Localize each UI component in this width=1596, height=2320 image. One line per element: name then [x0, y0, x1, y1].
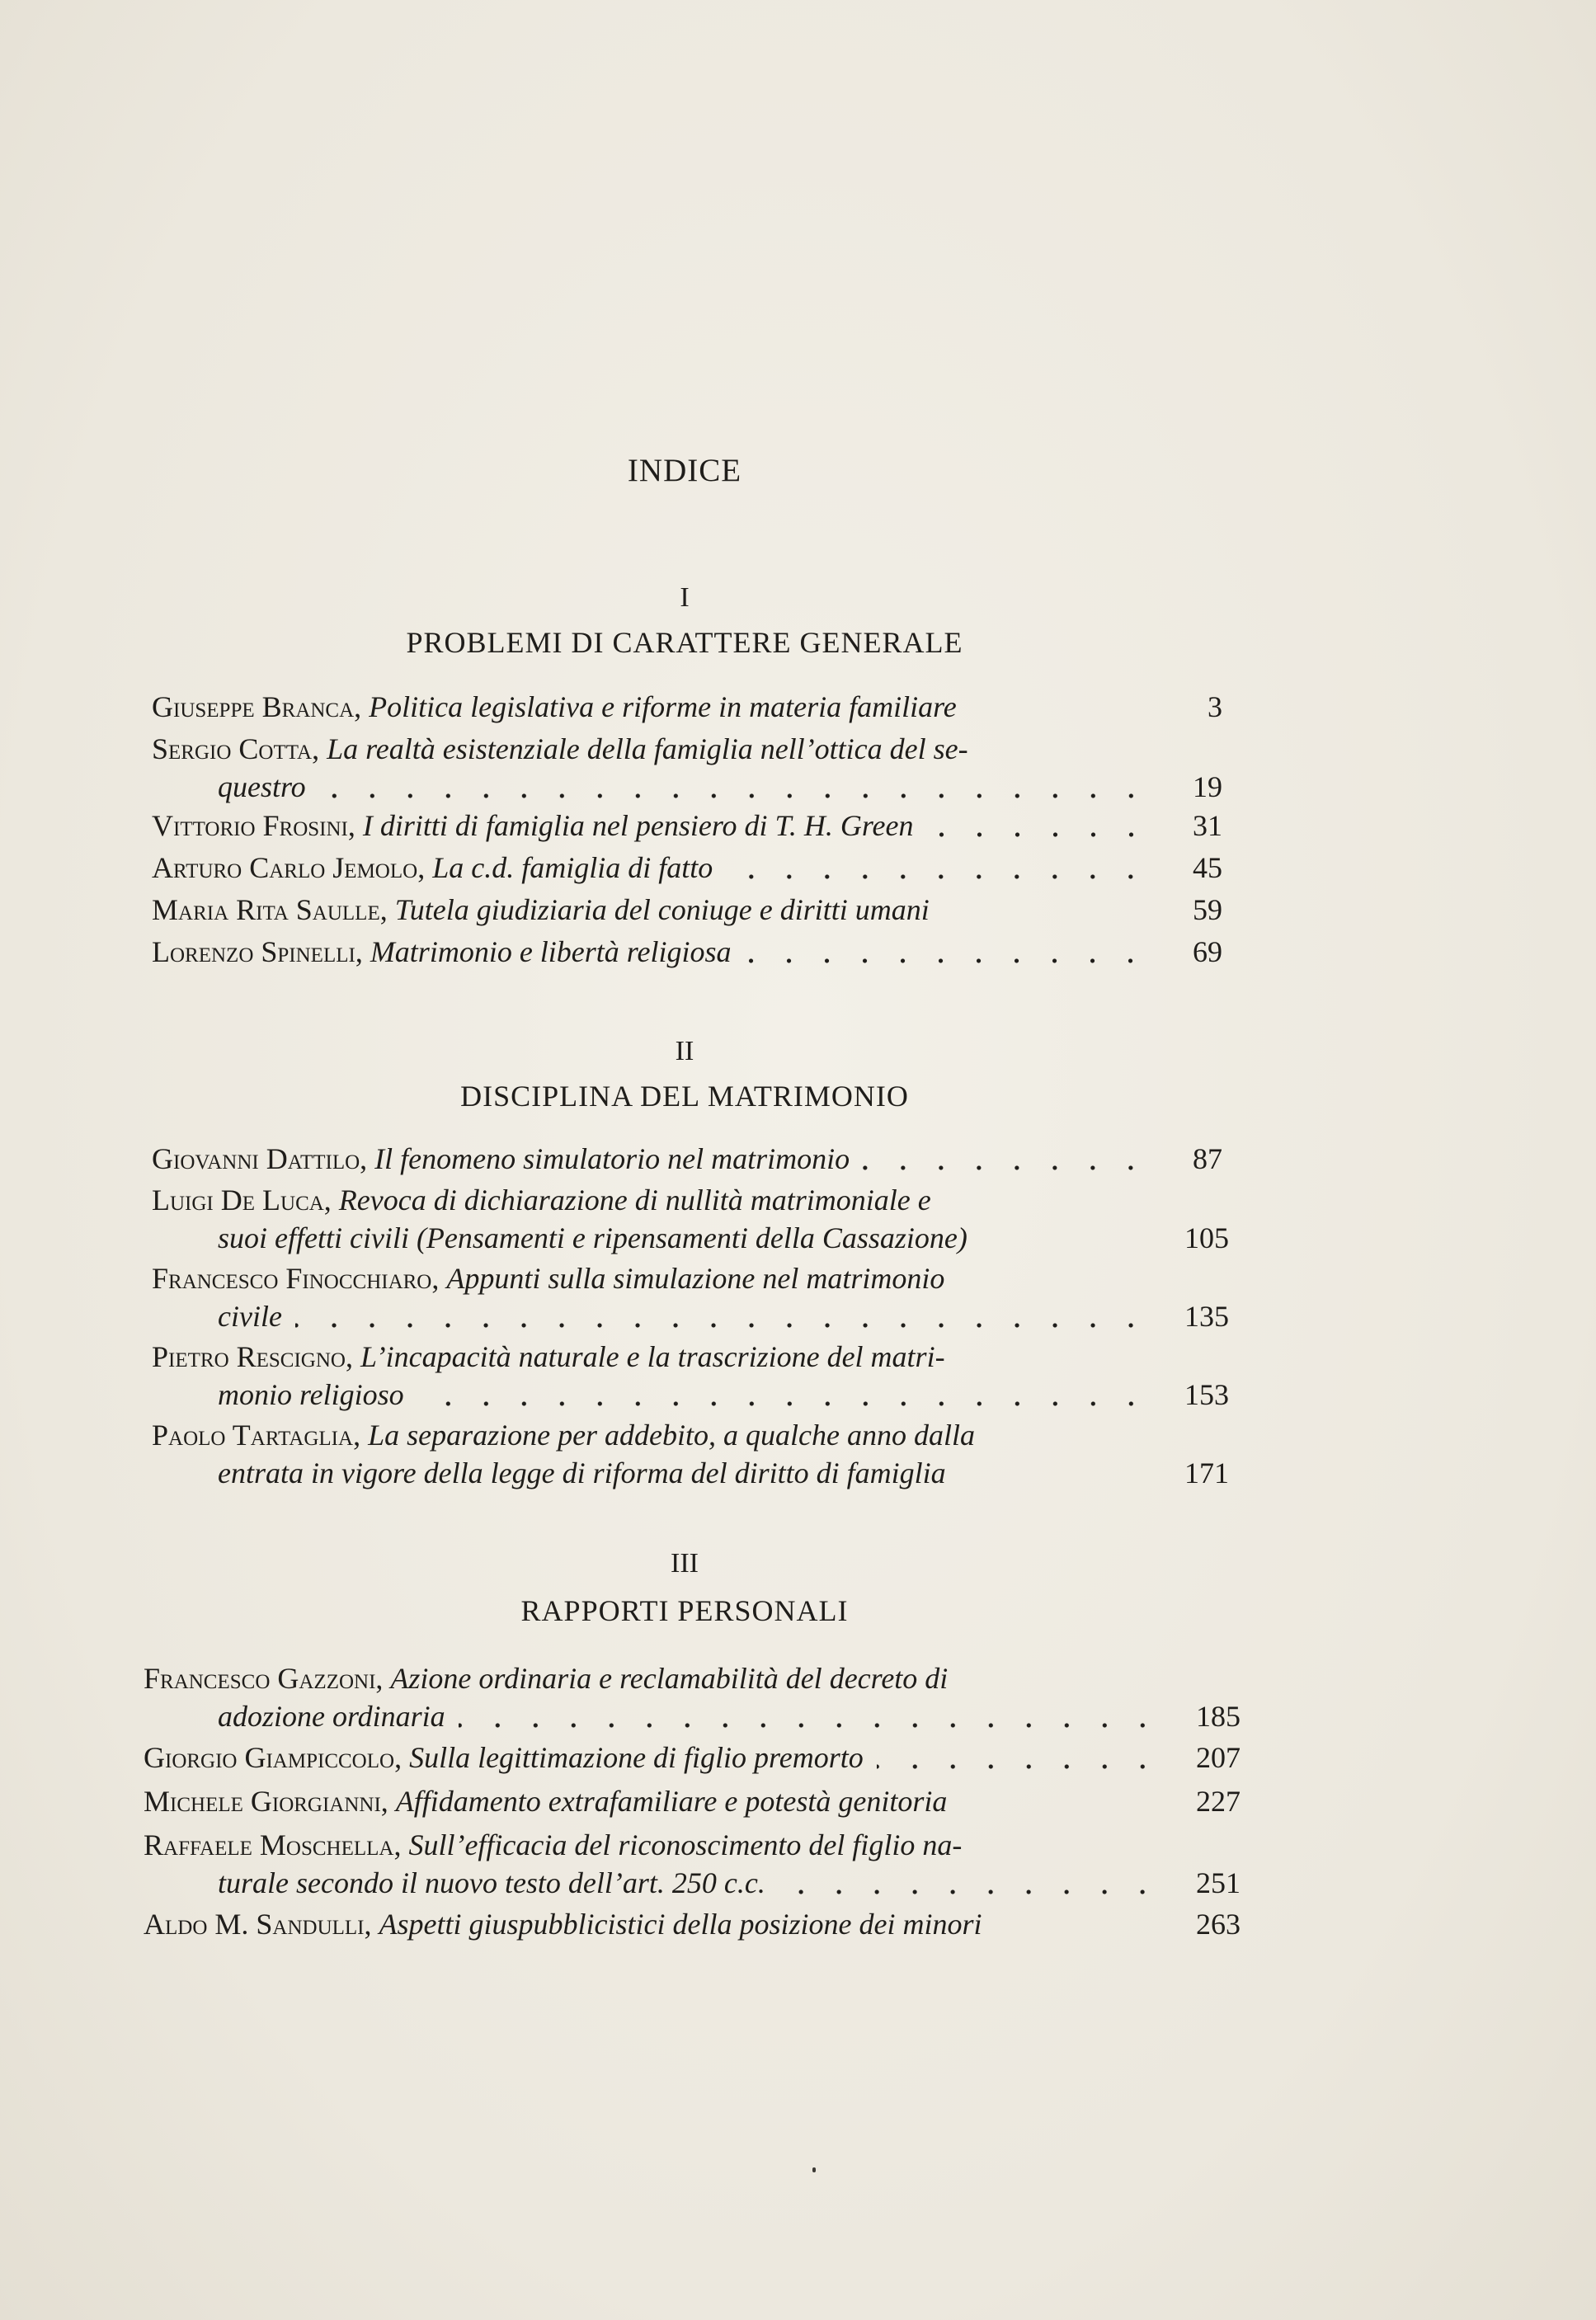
- toc-entry[interactable]: Pietro Rescigno , L’incapacità naturale e la trascrizione del matri- monio religioso 153: [152, 1338, 1229, 1414]
- entry-title: Il fenomeno simulatorio nel matrimonio: [374, 1142, 850, 1175]
- dot-leader: [726, 873, 1150, 880]
- entry-page: 87: [1193, 1142, 1222, 1175]
- dot-leader: [927, 831, 1150, 838]
- entry-title: L’incapacità naturale e la trascrizione del matri-: [360, 1340, 945, 1373]
- toc-entry[interactable]: Giorgio Giampiccolo , Sulla legittimazione di figlio premorto 207: [144, 1739, 1241, 1776]
- toc-entry[interactable]: Aldo M. Sandulli , Aspetti giuspubblicistici della posizione dei minori 263: [144, 1905, 1241, 1943]
- dot-leader: [779, 1889, 1161, 1895]
- toc-entry[interactable]: Francesco Finocchiaro , Appunti sulla simulazione nel matrimonio civile 135: [152, 1259, 1229, 1335]
- entry-title: Politica legislativa e riforme in materia familiare: [369, 690, 957, 723]
- entry-page: 251: [1196, 1866, 1241, 1899]
- entry-page: 207: [1196, 1741, 1241, 1774]
- entry-title: I diritti di famiglia nel pensiero di T. H. Green: [362, 809, 914, 842]
- toc-entry[interactable]: Giuseppe Branca , Politica legislativa e riforme in materia familiare 3: [152, 688, 1222, 726]
- entry-page: 3: [1208, 690, 1222, 723]
- entry-author: Francesco Finocchiaro: [152, 1262, 432, 1295]
- entry-title: Affidamento extrafamiliare e potestà genitoria: [395, 1785, 948, 1818]
- toc-entry[interactable]: Giovanni Dattilo , Il fenomeno simulatorio nel matrimonio 87: [152, 1140, 1222, 1178]
- entry-author: Michele Giorgianni: [144, 1785, 381, 1818]
- dot-leader: [319, 793, 1150, 799]
- toc-entry[interactable]: Paolo Tartaglia , La separazione per addebito, a qualche anno dalla entrata in vigore della legge di riforma del diritto di famiglia 171: [152, 1416, 1229, 1492]
- section-number: III: [671, 1548, 699, 1579]
- toc-entry[interactable]: Michele Giorgianni , Affidamento extrafamiliare e potestà genitoria 227: [144, 1782, 1241, 1820]
- entry-author: Lorenzo Spinelli: [152, 935, 355, 968]
- entry-author: Vittorio Frosini: [152, 809, 348, 842]
- entry-author: Aldo M. Sandulli: [144, 1908, 365, 1941]
- toc-entry[interactable]: Raffaele Moschella , Sull’efficacia del riconoscimento del figlio na- turale secondo il nuovo testo dell’art. 250 c.c. 251: [144, 1826, 1241, 1902]
- section-title: RAPPORTI PERSONALI: [520, 1594, 849, 1627]
- entry-title-continued: monio religioso: [218, 1378, 404, 1411]
- entry-title: La separazione per addebito, a qualche anno dalla: [368, 1419, 976, 1452]
- entry-title-continued: entrata in vigore della legge di riforma del diritto di famiglia: [218, 1456, 946, 1489]
- entry-page: 19: [1193, 770, 1222, 803]
- section-number: II: [675, 1036, 694, 1066]
- entry-title: Azione ordinaria e reclamabilità del decreto di: [390, 1662, 949, 1695]
- entry-page: 31: [1193, 809, 1222, 842]
- section-number: I: [680, 582, 690, 613]
- toc-entry[interactable]: Francesco Gazzoni , Azione ordinaria e reclamabilità del decreto di adozione ordinaria 185: [144, 1659, 1241, 1735]
- entry-author: Giorgio Giampiccolo: [144, 1741, 395, 1774]
- entry-author: Maria Rita Saulle: [152, 893, 380, 926]
- entry-author: Giovanni Dattilo: [152, 1142, 360, 1175]
- entry-author: Luigi De Luca: [152, 1184, 324, 1216]
- entry-author: Francesco Gazzoni: [144, 1662, 376, 1695]
- page-title: INDICE: [627, 453, 742, 488]
- toc-entry[interactable]: Arturo Carlo Jemolo , La c.d. famiglia di fatto 45: [152, 849, 1222, 887]
- entry-page: 185: [1196, 1700, 1241, 1733]
- entry-page: 153: [1184, 1378, 1229, 1411]
- dot-leader: [417, 1400, 1150, 1407]
- toc-entry[interactable]: Lorenzo Spinelli , Matrimonio e libertà religiosa 69: [152, 933, 1222, 971]
- entry-title-continued: civile: [218, 1300, 282, 1333]
- entry-page: 45: [1193, 851, 1222, 884]
- entry-page: 135: [1184, 1300, 1229, 1333]
- entry-title: Sull’efficacia del riconoscimento del figlio na-: [408, 1828, 963, 1861]
- toc-entry[interactable]: Maria Rita Saulle , Tutela giudiziaria del coniuge e diritti umani 59: [152, 891, 1222, 929]
- dot-leader: [877, 1763, 1161, 1770]
- entry-title: Revoca di dichiarazione di nullità matrimoniale e: [338, 1184, 931, 1216]
- entry-author: Arturo Carlo Jemolo: [152, 851, 418, 884]
- entry-title-continued: suoi effetti civili (Pensamenti e ripensamenti della Cassazione): [218, 1221, 967, 1254]
- entry-author: Raffaele Moschella: [144, 1828, 394, 1861]
- entry-page: 105: [1184, 1221, 1229, 1254]
- entry-title: Tutela giudiziaria del coniuge e diritti umani: [394, 893, 930, 926]
- paper-speck: [812, 2167, 816, 2172]
- toc-entry[interactable]: Vittorio Frosini , I diritti di famiglia nel pensiero di T. H. Green 31: [152, 807, 1222, 845]
- entry-page: 263: [1196, 1908, 1241, 1941]
- entry-author: Giuseppe Branca: [152, 690, 355, 723]
- entry-title: Sulla legittimazione di figlio premorto: [409, 1741, 864, 1774]
- entry-page: 59: [1193, 893, 1222, 926]
- entry-title: Aspetti giuspubblicistici della posizione dei minori: [379, 1908, 982, 1941]
- dot-leader: [459, 1722, 1161, 1729]
- dot-leader: [295, 1322, 1150, 1329]
- entry-page: 227: [1196, 1785, 1241, 1818]
- section-title: PROBLEMI DI CARATTERE GENERALE: [406, 626, 963, 659]
- entry-title: La realtà esistenziale della famiglia nell’ottica del se-: [327, 732, 968, 765]
- entry-page: 69: [1193, 935, 1222, 968]
- dot-leader: [744, 958, 1150, 964]
- entry-title-continued: turale secondo il nuovo testo dell’art. 250 c.c.: [218, 1866, 765, 1899]
- entry-title-continued: adozione ordinaria: [218, 1700, 445, 1733]
- dot-leader: [863, 1165, 1150, 1171]
- entry-author: Pietro Rescigno: [152, 1340, 346, 1373]
- toc-entry[interactable]: Luigi De Luca , Revoca di dichiarazione di nullità matrimoniale e suoi effetti civili (Pensamenti e ripensamenti della Cassazione) 105: [152, 1181, 1229, 1257]
- toc-entry[interactable]: Sergio Cotta , La realtà esistenziale della famiglia nell’ottica del se- questro 19: [152, 730, 1222, 806]
- entry-author: Sergio Cotta: [152, 732, 313, 765]
- entry-title: Matrimonio e libertà religiosa: [370, 935, 732, 968]
- entry-title: Appunti sulla simulazione nel matrimonio: [446, 1262, 945, 1295]
- section-title: DISCIPLINA DEL MATRIMONIO: [460, 1080, 909, 1113]
- entry-title-continued: questro: [218, 770, 306, 803]
- entry-title: La c.d. famiglia di fatto: [432, 851, 713, 884]
- entry-author: Paolo Tartaglia: [152, 1419, 354, 1452]
- entry-page: 171: [1184, 1456, 1229, 1489]
